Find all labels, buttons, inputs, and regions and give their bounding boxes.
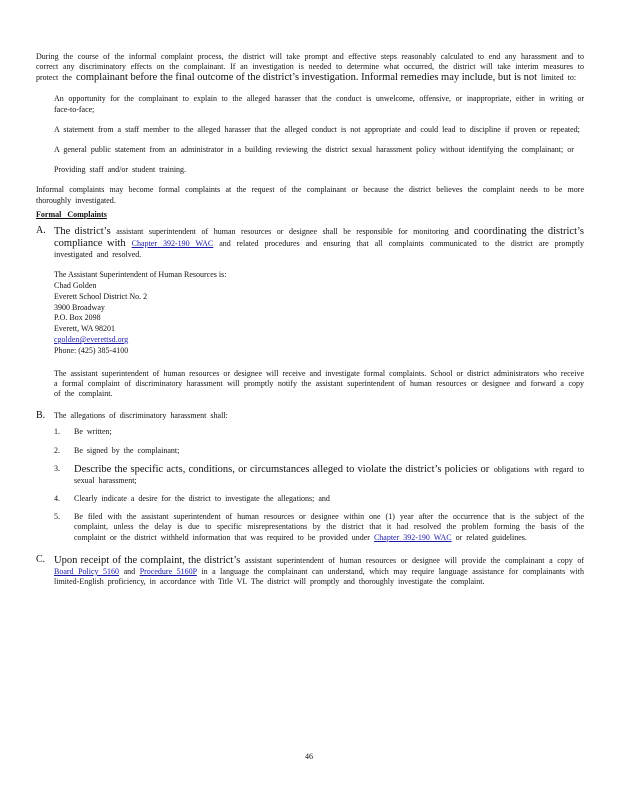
document-body	[36, 52, 584, 599]
section-c-emphasis: Upon receipt of the complaint, the district’s	[54, 554, 241, 566]
contact-name: Chad Golden	[54, 281, 97, 291]
list-item	[54, 512, 584, 543]
section-a-text-2: and related procedures and ensuring that all complaints communicated to the district are promptly investigated and resolved.	[54, 239, 585, 260]
section-c-text-1: assistant superintendent of human resources or designee will provide the complainant a copy of	[244, 555, 585, 565]
informal-complaints-paragraph: Informal complaints may become formal complaints at the request of the complainant or because the district believes the complaint needs to be more thoroughly investigated.	[36, 185, 584, 205]
contact-line: The Assistant Superintendent of Human Resources is:	[54, 270, 227, 280]
list-item-text: An opportunity for the complainant to explain to the alleged harasser that the conduct is unwelcome, offensive, or inappropriate, either in writing or face-to-face;	[54, 94, 584, 114]
formal-complaints-heading: Formal Complaints	[36, 209, 107, 219]
intro-paragraph	[36, 52, 584, 84]
intro-tail-text: limited to:	[541, 73, 577, 83]
list-item	[36, 145, 584, 155]
intro-text: During the course of the informal complaint process, the district will take prompt and effective steps reasonably calculated to end any harassment and to correct any discriminatory effects on the complainant. If an investigation is needed to determine what occurred, the district will take interim measures to protect the	[36, 52, 584, 83]
contact-block	[54, 270, 584, 356]
section-a-paragraph	[54, 226, 584, 260]
list-item-text: A general public statement from an administrator in a building reviewing the district sexual harassment policy without identifying the complainant; or	[54, 145, 574, 155]
chapter-392-190-wac-link[interactable]: Chapter 392-190 WAC	[373, 532, 452, 542]
section-c-text-2: in a language the complainant can understand, which may require language assistance for complainants with limited-English proficiency, in accordance with Title VI. The district will promptly and thoroughly investigate the complaint.	[54, 566, 584, 587]
section-c-paragraph	[54, 555, 584, 587]
informal-remedies-list	[36, 94, 584, 175]
list-number: 2.	[54, 445, 60, 455]
contact-phone: Phone: (425) 385-4100	[54, 345, 129, 355]
contact-line: Everett, WA 98201	[54, 324, 115, 334]
list-item	[36, 165, 584, 175]
list-item-text: Be filed with the assistant superintendent of human resources or designee within one (1) year after the occurrence that is the subject of the complaint, unless the delay is due to specific misrepresentations by the district that it had resolved the problem forming the basis of the complaint or the district withheld information that was required to be provided under	[74, 512, 584, 542]
contact-line: Everett School District No. 2	[54, 291, 148, 301]
board-policy-5160-link[interactable]: Board Policy 5160	[54, 566, 120, 576]
list-number: 4.	[54, 494, 60, 504]
list-item-text: Clearly indicate a desire for the district to investigate the allegations; and	[74, 494, 330, 504]
list-item-text: Be signed by the complainant;	[74, 445, 180, 455]
section-b-intro: The allegations of discriminatory harassment shall:	[54, 411, 228, 421]
list-item-text: obligations with regard to sexual harassment;	[74, 464, 585, 485]
section-b	[36, 411, 584, 543]
list-item	[36, 94, 584, 114]
intro-emphasis-text: complainant before the final outcome of the district’s investigation. Informal remedies may include, but is not	[75, 72, 537, 84]
page-number: 46	[305, 752, 313, 761]
chapter-392-190-wac-link[interactable]: Chapter 392-190 WAC	[131, 239, 214, 249]
list-item-text: A statement from a staff member to the alleged harasser that the alleged conduct is not appropriate and could lead to discipline if proven or repeated;	[54, 124, 580, 134]
list-item-text: or related guidelines.	[455, 532, 527, 542]
list-number: 1.	[54, 427, 60, 437]
section-letter: C.	[36, 553, 46, 565]
list-item-text: Providing staff and/or student training.	[54, 165, 187, 175]
contact-email-link[interactable]: cgolden@everettsd.org	[54, 335, 129, 345]
list-item	[54, 464, 584, 486]
section-letter: B.	[36, 410, 46, 422]
section-a-emphasis-1: The district’s	[54, 226, 111, 238]
list-item	[54, 446, 584, 456]
list-item	[54, 427, 584, 437]
list-item-text: Be written;	[74, 427, 112, 437]
section-a-receive-paragraph: The assistant superintendent of human resources or designee will receive and investigate formal complaints. School or district administrators who receive a formal complaint of discriminatory harassment will promptly notify the assistant superintendent of human resources or designee and forward a copy of the complaint.	[54, 368, 584, 399]
section-c-and: and	[123, 566, 136, 576]
procedure-5160p-link[interactable]: Procedure 5160P	[139, 566, 197, 576]
section-a-emphasis-2: and coordinating the district’s compliance with	[54, 226, 585, 250]
section-c	[36, 555, 584, 587]
list-item	[54, 494, 584, 504]
allegation-requirements-list	[54, 427, 584, 542]
section-a	[36, 226, 584, 399]
list-item-emphasis: Describe the specific acts, conditions, or circumstances alleged to violate the district’s policies or	[74, 463, 490, 475]
contact-line: P.O. Box 2098	[54, 313, 101, 323]
list-number: 3.	[54, 463, 60, 473]
contact-line: 3900 Broadway	[54, 302, 105, 312]
list-number: 5.	[54, 512, 60, 522]
section-a-text-1: assistant superintendent of human resources or designee shall be responsible for monitoring	[116, 227, 449, 237]
list-item	[36, 125, 584, 135]
section-letter: A.	[36, 225, 46, 237]
